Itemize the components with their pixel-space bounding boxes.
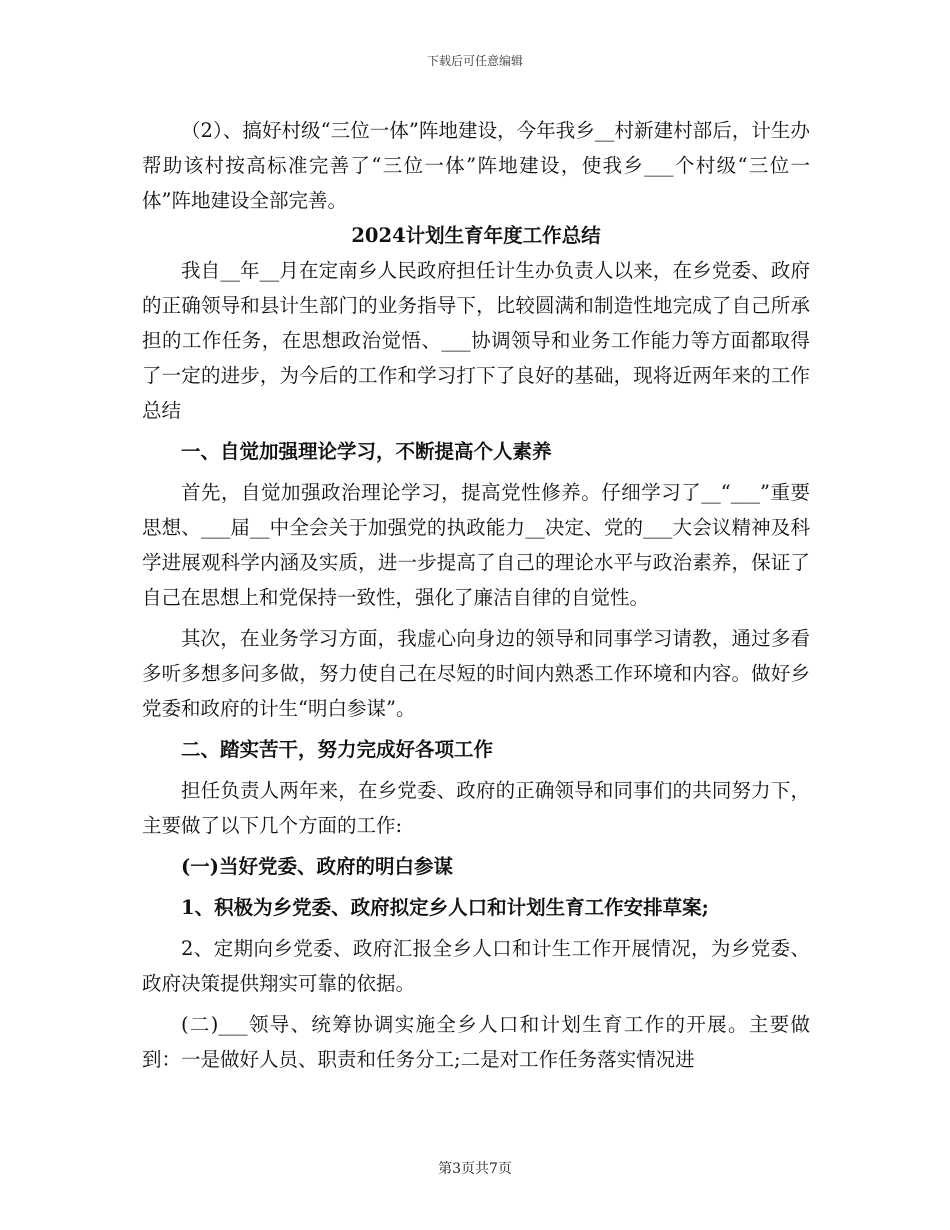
section-heading-2: 二、踏实苦干，努力完成好各项工作: [181, 738, 494, 761]
section-heading-1: 一、自觉加强理论学习，不断提高个人素养: [181, 440, 552, 463]
page-header: 下载后可任意编辑: [426, 54, 523, 68]
paragraph-village-construction: （2）、搞好村级“三位一体”阵地建设，今年我乡__村新建村部后，计生办帮助该村按高标准完善了“三位一体”阵地建设，使我乡___个村级“三位一体”阵地建设全部完善。: [142, 119, 810, 212]
document-body: [142, 113, 810, 1077]
page-footer: 第3页共7页: [438, 1161, 512, 1177]
item-heading-1: 1、积极为乡党委、政府拟定乡人口和计划生育工作安排草案;: [181, 896, 709, 919]
paragraph-business-study: 其次，在业务学习方面，我虚心向身边的领导和同事学习请教，通过多看多听多想多问多做，努力使自己在尽短的时间内熟悉工作环境和内容。做好乡党委和政府的计生“明白参谋”。: [142, 627, 810, 720]
paragraph-intro: 我自__年__月在定南乡人民政府担任计生办负责人以来，在乡党委、政府的正确领导和县计生部门的业务指导下，比较圆满和制造性地完成了自己所承担的工作任务，在思想政治觉悟、___协调领导和业务工作能力等方面都取得了一定的进步，为今后的工作和学习打下了良好的基础，现将近两年来的工作总结: [142, 259, 810, 422]
paragraph-subsection-2: (二)___领导、统筹协调实施全乡人口和计划生育工作的开展。主要做到：一是做好人员、职责和任务分工;二是对工作任务落实情况进: [142, 1013, 810, 1071]
paragraph-item-2: 2、定期向乡党委、政府汇报全乡人口和计生工作开展情况，为乡党委、政府决策提供翔实可靠的依据。: [142, 937, 810, 995]
paragraph-work-overview: 担任负责人两年来，在乡党委、政府的正确领导和同事们的共同努力下，主要做了以下几个方面的工作:: [142, 779, 810, 837]
subsection-heading-1: (一)当好党委、政府的明白参谋: [181, 855, 453, 878]
paragraph-theory-study: 首先，自觉加强政治理论学习，提高党性修养。仔细学习了__“___”重要思想、___届__中全会关于加强党的执政能力__决定、党的___大会议精神及科学进展观科学内涵及实质，进一步提高了自己的理论水平与政治素养，保证了自己在思想上和党保持一致性，强化了廉洁自律的自觉性。: [142, 481, 810, 609]
document-title: 2024计划生育年度工作总结: [351, 224, 601, 247]
